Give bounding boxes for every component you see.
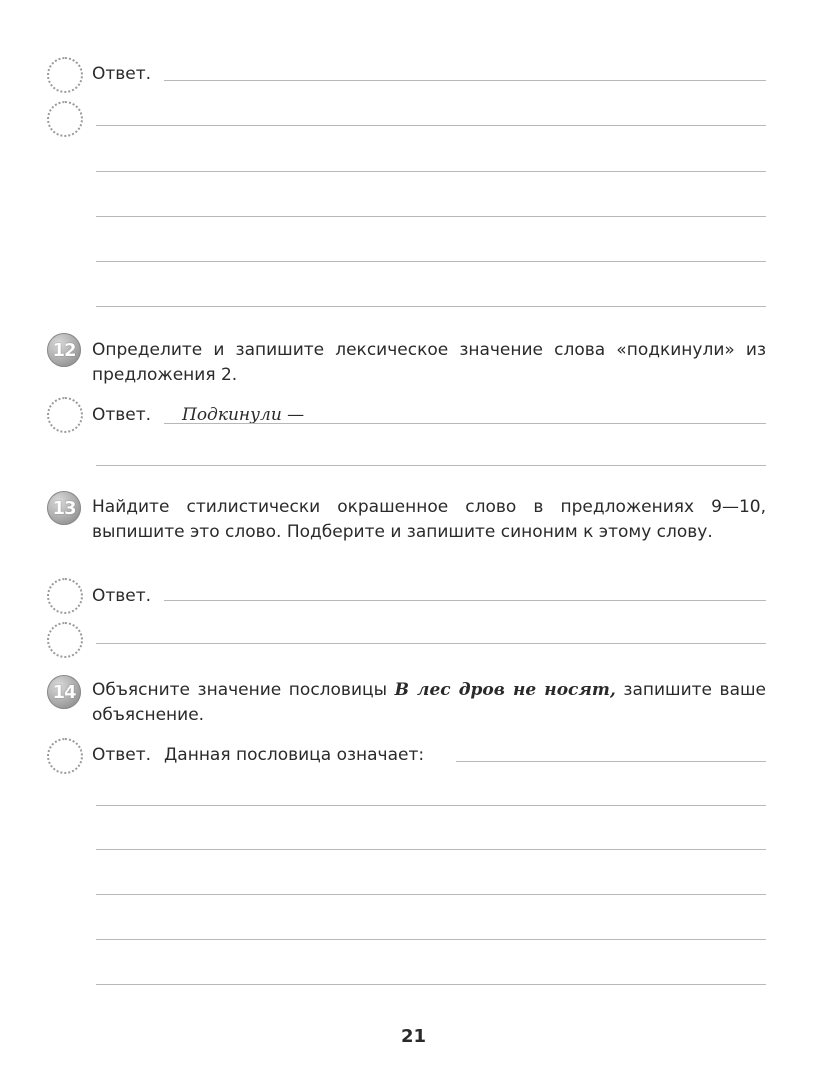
task-13-text: Найдите стилистически окрашенное слово в предложениях 9—10, выпишите это слово. Подберите и запишите синоним к этому слову. bbox=[92, 497, 766, 542]
answer-line[interactable] bbox=[96, 216, 766, 217]
task-14-text bbox=[92, 678, 766, 728]
answer-line[interactable] bbox=[164, 80, 766, 81]
task-number-badge: 13 bbox=[47, 491, 81, 525]
answer-line[interactable] bbox=[96, 805, 766, 806]
page-number: 21 bbox=[400, 1026, 427, 1047]
answer-line[interactable] bbox=[96, 939, 766, 940]
answer-line[interactable] bbox=[96, 894, 766, 895]
answer-label: Ответ. bbox=[92, 586, 152, 606]
answer-line[interactable] bbox=[96, 984, 766, 985]
answer-line[interactable] bbox=[96, 849, 766, 850]
task-14-text-after: запишите ваше объяснение. bbox=[92, 680, 767, 725]
answer-line[interactable] bbox=[96, 306, 766, 307]
task-number-badge: 14 bbox=[47, 675, 81, 709]
answer-line[interactable] bbox=[96, 171, 766, 172]
answer-line[interactable] bbox=[96, 261, 766, 262]
proverb: В лес дров не носят, bbox=[394, 680, 616, 700]
answer-label: Ответ. bbox=[92, 405, 152, 425]
answer-line[interactable] bbox=[96, 643, 766, 644]
task-12-text: Определите и запишите лексическое значение слова «подкинули» из предложения 2. bbox=[92, 340, 766, 385]
score-box bbox=[47, 738, 83, 774]
score-box bbox=[47, 578, 83, 614]
answer-prompt: Данная пословица означает: bbox=[164, 745, 425, 765]
answer-label: Ответ. bbox=[92, 64, 152, 84]
answer-line[interactable] bbox=[164, 600, 766, 601]
task-number-badge: 12 bbox=[47, 333, 81, 367]
task-14-text-before: Объясните значение пословицы bbox=[92, 680, 387, 700]
score-box bbox=[47, 397, 83, 433]
answer-line[interactable] bbox=[96, 125, 766, 126]
score-box bbox=[47, 622, 83, 658]
answer-prefill: Подкинули — bbox=[182, 405, 305, 425]
answer-line[interactable] bbox=[164, 423, 766, 424]
score-box bbox=[47, 57, 83, 93]
answer-line[interactable] bbox=[96, 465, 766, 466]
answer-label: Ответ. bbox=[92, 745, 152, 765]
answer-line[interactable] bbox=[456, 761, 766, 762]
score-box bbox=[47, 101, 83, 137]
